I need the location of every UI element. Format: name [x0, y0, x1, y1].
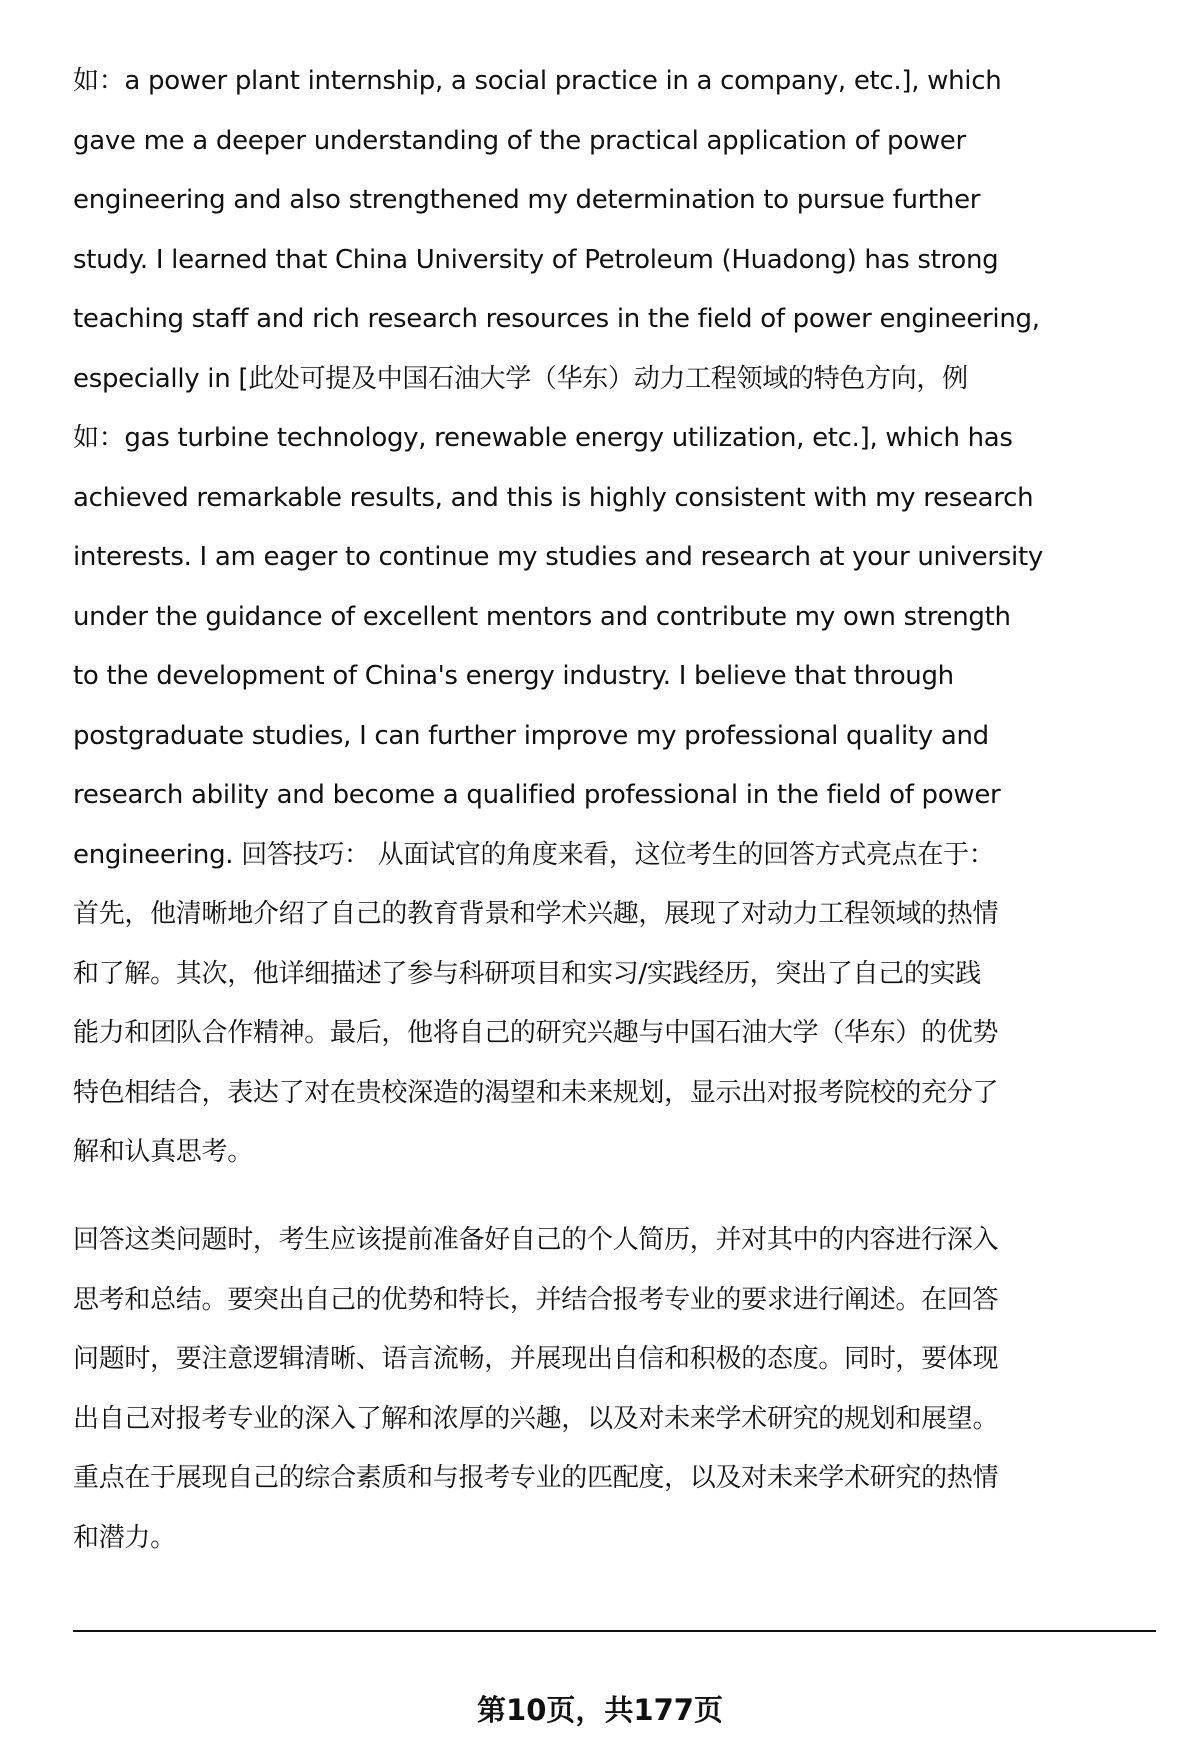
text-line: engineering and also strengthened my determination to pursue further	[73, 185, 981, 215]
text-line: 特色相结合，表达了对在贵校深造的渴望和未来规划，显示出对报考院校的充分了	[73, 1077, 999, 1108]
text-line: 解和认真思考。	[73, 1137, 253, 1167]
text-line: teaching staff and rich research resources in the field of power engineering,	[73, 304, 1040, 334]
text-line: 出自己对报考专业的深入了解和浓厚的兴趣，以及对未来学术研究的规划和展望。	[73, 1403, 999, 1434]
text-line: under the guidance of excellent mentors and contribute my own strength	[73, 601, 1011, 632]
text-line: 回答这类问题时，考生应该提前准备好自己的个人简历，并对其中的内容进行深入	[73, 1225, 999, 1255]
text-line: gave me a deeper understanding of the practical application of power	[73, 125, 966, 156]
text-line: to the development of China's energy industry. I believe that through	[73, 661, 954, 691]
text-line: 重点在于展现自己的综合素质和与报考专业的匹配度，以及对未来学术研究的热情	[73, 1463, 999, 1493]
paragraph-answer	[73, 52, 1163, 1183]
footer-divider	[73, 1630, 1156, 1632]
text-line: 问题时，要注意逻辑清晰、语言流畅，并展现出自信和积极的态度。同时，要体现	[73, 1344, 999, 1374]
text-line: interests. I am eager to continue my studies and research at your university	[73, 542, 1043, 572]
text-line: 如：a power plant internship, a social practice in a company, etc.], which	[73, 66, 1002, 96]
text-line: especially in [此处可提及中国石油大学（华东）动力工程领域的特色方向，例	[73, 363, 968, 394]
text-line: achieved remarkable results, and this is highly consistent with my research	[73, 482, 1034, 513]
text-line: 和了解。其次，他详细描述了参与科研项目和实习/实践经历，突出了自己的实践	[73, 958, 981, 989]
paragraph-advice	[73, 1211, 1163, 1568]
text-line: 如：gas turbine technology, renewable energy utilization, etc.], which has	[73, 423, 1013, 453]
page-number: 第10页，共177页	[477, 1693, 723, 1727]
text-line: 和潜力。	[73, 1522, 176, 1553]
text-line: 思考和总结。要突出自己的优势和特长，并结合报考专业的要求进行阐述。在回答	[73, 1284, 999, 1315]
text-line: research ability and become a qualified professional in the field of power	[73, 780, 1001, 810]
text-line: engineering. 回答技巧： 从面试官的角度来看，这位考生的回答方式亮点在于：	[73, 839, 995, 870]
text-line: postgraduate studies, I can further improve my professional quality and	[73, 720, 989, 751]
text-line: study. I learned that China University of Petroleum (Huadong) has strong	[73, 244, 999, 275]
text-line: 首先，他清晰地介绍了自己的教育背景和学术兴趣，展现了对动力工程领域的热情	[73, 899, 999, 929]
text-line: 能力和团队合作精神。最后，他将自己的研究兴趣与中国石油大学（华东）的优势	[73, 1018, 999, 1048]
